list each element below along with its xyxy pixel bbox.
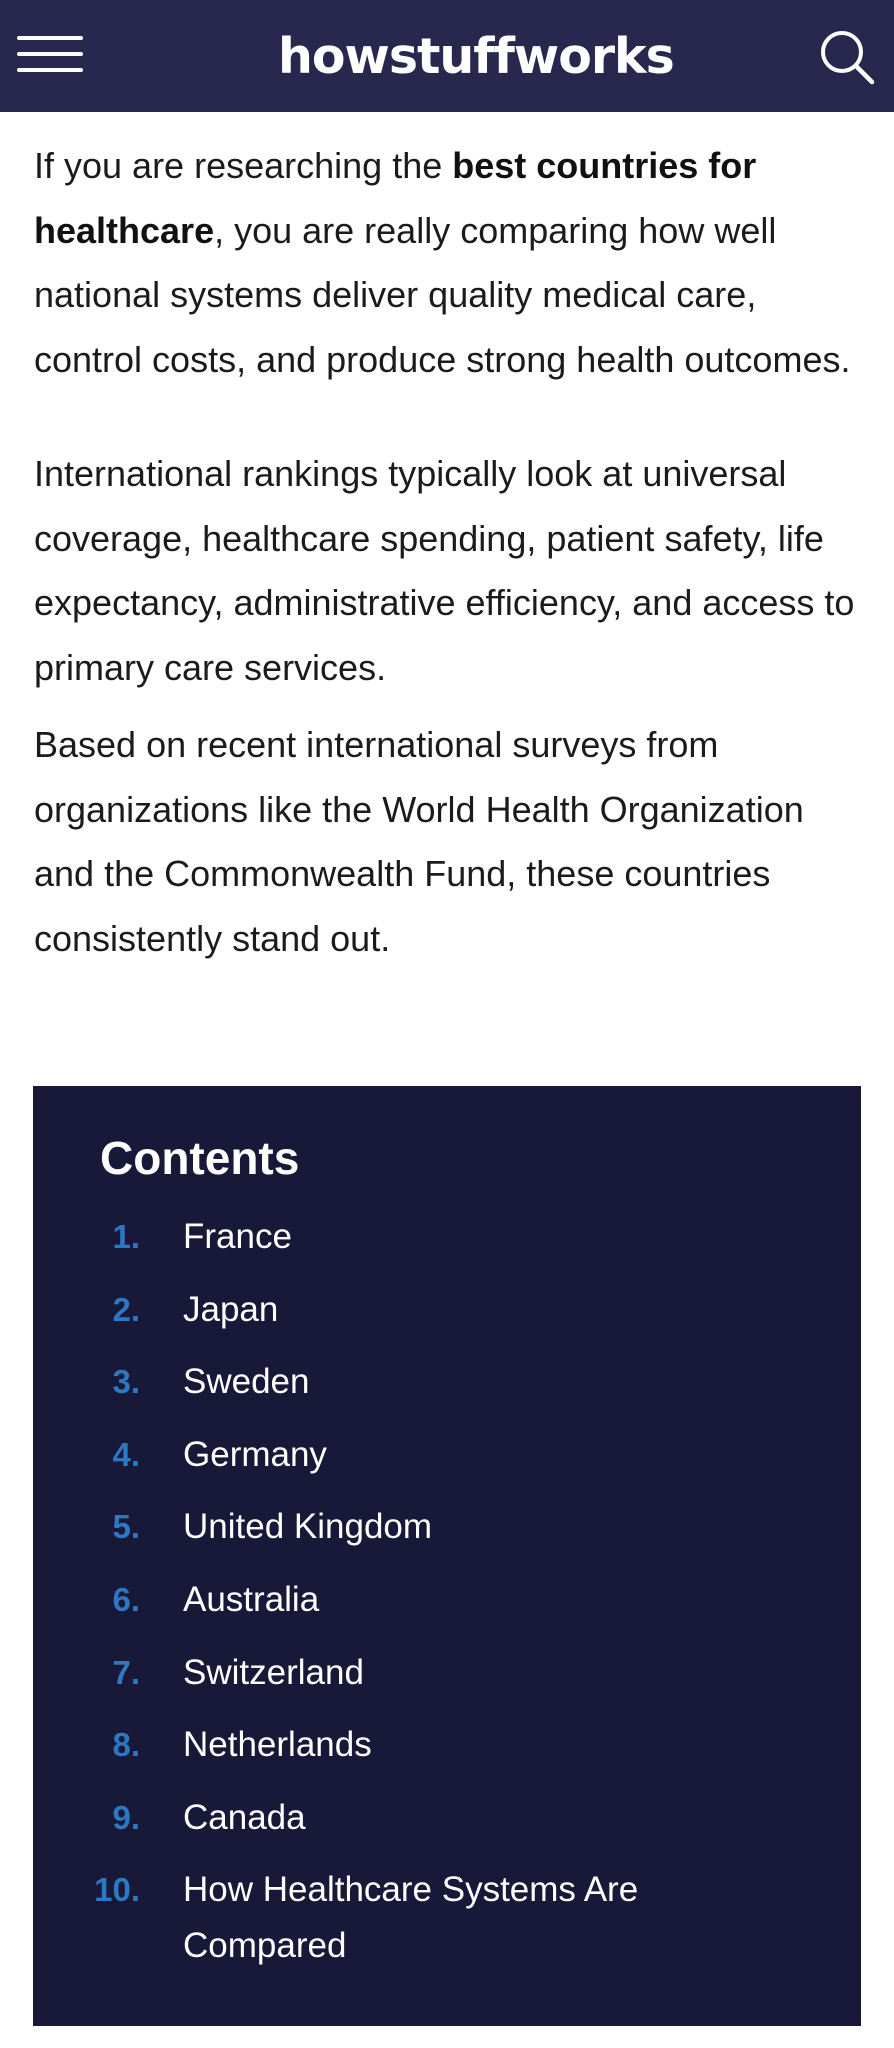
toc-item-link[interactable]: Japan xyxy=(183,1289,279,1329)
intro-paragraph: If you are researching the best countries for healthcare, you are really comparing how well national systems deliver quality medical care, control costs, and produce strong health outcomes. xyxy=(34,145,851,380)
toc-item[interactable] xyxy=(33,1499,861,1572)
toc-item[interactable] xyxy=(33,1645,861,1718)
toc-item-number: 3. xyxy=(112,1363,140,1401)
toc-item-link[interactable]: Switzerland xyxy=(183,1652,364,1692)
toc-item-link[interactable]: Sweden xyxy=(183,1362,310,1402)
toc-item-link[interactable]: France xyxy=(183,1217,292,1256)
toc-item[interactable] xyxy=(33,1572,861,1645)
toc-item-number: 5. xyxy=(112,1508,140,1546)
toc-item[interactable] xyxy=(33,1790,861,1863)
toc-item[interactable] xyxy=(33,1282,861,1355)
toc-item[interactable] xyxy=(33,1717,861,1790)
toc-item-number: 1. xyxy=(112,1218,140,1255)
toc-item[interactable] xyxy=(33,1427,861,1500)
toc-item-number: 9. xyxy=(112,1798,140,1836)
toc-item-number: 2. xyxy=(112,1290,140,1328)
search-icon[interactable] xyxy=(818,28,876,86)
bold-keyword: best countries for healthcare xyxy=(34,145,757,251)
table-of-contents xyxy=(33,1086,861,2026)
toc-item-link[interactable]: United Kingdom xyxy=(183,1507,433,1547)
toc-item[interactable] xyxy=(33,1354,861,1427)
toc-item-number: 8. xyxy=(112,1726,140,1764)
toc-item[interactable] xyxy=(33,1862,861,1977)
article-body xyxy=(34,134,866,971)
toc-item-link[interactable]: Canada xyxy=(183,1797,306,1837)
toc-list xyxy=(33,1209,861,1977)
toc-item-link[interactable]: Netherlands xyxy=(183,1725,372,1765)
site-logo[interactable]: howstuffworks xyxy=(278,28,674,85)
surveys-paragraph: Based on recent international surveys from organizations like the World Health Organization and the Commonwealth Fund, these countries consistently stand out. xyxy=(34,724,804,959)
toc-item-link[interactable]: Australia xyxy=(183,1579,320,1619)
toc-title: Contents xyxy=(100,1132,300,1184)
toc-item-number: 4. xyxy=(112,1435,140,1473)
rankings-paragraph: International rankings typically look at universal coverage, healthcare spending, patient safety, life expectancy, administrative efficiency, and access to primary care services. xyxy=(34,453,855,688)
toc-item[interactable] xyxy=(33,1209,861,1282)
toc-item-number: 6. xyxy=(112,1580,140,1618)
hamburger-menu-icon[interactable] xyxy=(17,32,83,76)
toc-item-link[interactable]: How Healthcare Systems Are Compared xyxy=(183,1870,639,1966)
toc-item-link[interactable]: Germany xyxy=(183,1434,327,1474)
toc-item-number: 7. xyxy=(112,1653,140,1691)
toc-item-number: 10. xyxy=(94,1871,140,1909)
site-header xyxy=(0,0,894,112)
